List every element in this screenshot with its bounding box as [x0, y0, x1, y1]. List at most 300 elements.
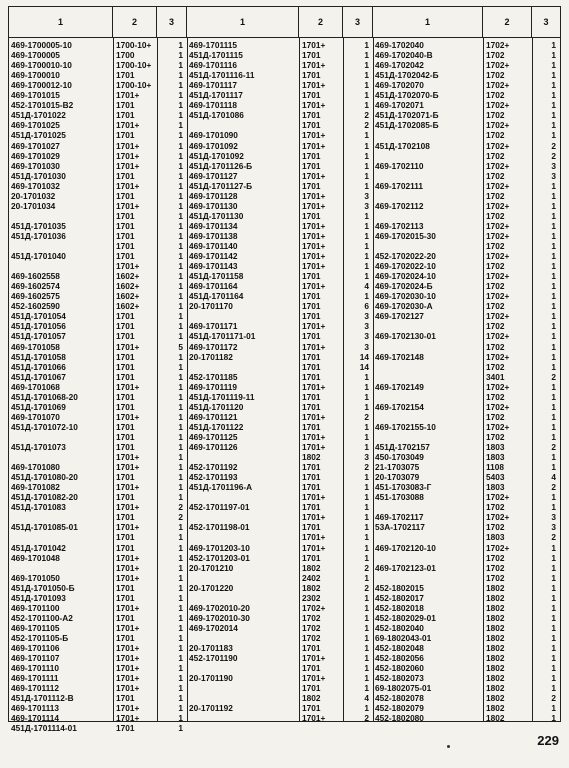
table-row [9, 311, 187, 321]
table-row [373, 130, 560, 140]
table-row [187, 342, 373, 352]
group-number: 1702 [486, 522, 505, 533]
group-number: 1701 [116, 391, 135, 402]
group-number: 1802 [486, 663, 505, 674]
table-row [9, 50, 187, 60]
part-number: 451Д-1702042-Б [375, 70, 439, 81]
table-row [9, 120, 187, 130]
quantity: 1 [178, 411, 183, 422]
part-number: 469-1702071 [375, 100, 424, 111]
quantity: 3 [364, 321, 369, 332]
part-number: 469-1701116 [189, 60, 237, 71]
table-row [187, 171, 373, 181]
quantity: 1 [551, 592, 556, 603]
group-number: 1803 [486, 482, 505, 493]
group-number: 1701 [302, 663, 321, 674]
group-number: 1701 [116, 230, 135, 241]
quantity: 1 [551, 632, 556, 643]
table-row [373, 90, 560, 100]
quantity: 1 [551, 130, 556, 141]
table-row [187, 412, 373, 422]
group-number: 1701+ [116, 261, 140, 272]
quantity: 2 [551, 482, 556, 493]
table-column-block-2 [187, 40, 373, 724]
group-number: 1702 [486, 190, 505, 201]
table-row [187, 80, 373, 90]
table-row [9, 623, 187, 633]
table-row [373, 482, 560, 492]
group-number: 1701+ [116, 140, 140, 151]
quantity: 1 [178, 271, 183, 282]
group-number: 1802 [302, 582, 321, 593]
quantity: 1 [178, 150, 183, 161]
table-row [187, 331, 373, 341]
table-row [373, 613, 560, 623]
group-number: 1701+ [116, 703, 140, 714]
group-number: 2302 [302, 592, 321, 603]
part-number: 451Д-1701030 [11, 170, 66, 181]
part-number: 469-1701111 [11, 673, 59, 684]
quantity: 1 [364, 381, 369, 392]
quantity: 1 [551, 683, 556, 694]
table-row [9, 633, 187, 643]
quantity: 1 [551, 100, 556, 111]
part-number: 451Д-1701115 [189, 50, 243, 61]
part-number: 451Д-1701082-20 [11, 492, 78, 503]
quantity: 1 [364, 371, 369, 382]
group-number: 1701 [116, 371, 135, 382]
part-number: 20-1701034 [11, 200, 56, 211]
group-number: 1702+ [486, 271, 510, 282]
quantity: 1 [178, 50, 183, 61]
quantity: 1 [364, 663, 369, 674]
quantity: 1 [551, 552, 556, 563]
part-number: 469-1702070 [375, 80, 424, 91]
quantity: 1 [551, 421, 556, 432]
table-row [9, 281, 187, 291]
part-number: 469-1701015 [11, 90, 60, 101]
table-row [373, 502, 560, 512]
quantity: 1 [178, 452, 183, 463]
quantity: 1 [364, 431, 369, 442]
quantity: 1 [178, 693, 183, 704]
table-row [373, 442, 560, 452]
group-number: 1802 [486, 703, 505, 714]
quantity: 1 [364, 532, 369, 543]
quantity: 1 [364, 502, 369, 513]
group-number: 1701 [116, 311, 135, 322]
table-row [187, 603, 373, 613]
group-number: 1701+ [302, 220, 326, 231]
group-number: 1701 [302, 90, 321, 101]
group-number: 1702 [486, 391, 505, 402]
table-row [187, 563, 373, 573]
part-number: 469-1701058 [11, 341, 60, 352]
part-number: 469-1701119 [189, 381, 237, 392]
table-header [9, 7, 560, 38]
table-row [187, 502, 373, 512]
part-number: 469-1701082 [11, 482, 60, 493]
part-number: 451Д-1701050-Б [11, 582, 75, 593]
quantity: 1 [178, 612, 183, 623]
quantity: 3 [364, 341, 369, 352]
group-number: 1701+ [116, 381, 140, 392]
table-row [373, 352, 560, 362]
quantity: 1 [178, 703, 183, 714]
quantity: 1 [551, 50, 556, 61]
table-row [187, 70, 373, 80]
group-number: 1701 [116, 401, 135, 412]
part-number: 469-1700005 [11, 50, 60, 61]
part-number: 469-1702042 [375, 60, 424, 71]
part-number: 53A-1702117 [375, 522, 425, 533]
quantity: 1 [178, 663, 183, 674]
table-row [9, 593, 187, 603]
part-number: 451Д-1701196-A [189, 482, 253, 493]
quantity: 1 [551, 281, 556, 292]
quantity: 1 [178, 683, 183, 694]
group-number: 1602+ [116, 281, 140, 292]
table-row [187, 703, 373, 713]
part-number: 451Д-1701093 [11, 592, 66, 603]
group-number: 1701 [302, 371, 321, 382]
table-row [187, 402, 373, 412]
quantity: 1 [178, 200, 183, 211]
group-number: 1701+ [302, 230, 326, 241]
table-row [187, 462, 373, 472]
group-number: 1701+ [302, 532, 326, 543]
group-number: 1602+ [116, 291, 140, 302]
quantity: 1 [178, 160, 183, 171]
group-number: 1701+ [116, 713, 140, 724]
group-number: 1702+ [486, 180, 510, 191]
group-number: 1701 [116, 351, 135, 362]
table-row [373, 372, 560, 382]
part-number: 469-1701113 [11, 703, 59, 714]
part-number: 451Д-1701119-11 [189, 391, 255, 402]
table-row [373, 492, 560, 502]
quantity: 2 [551, 371, 556, 382]
table-row [187, 472, 373, 482]
table-row [9, 693, 187, 703]
group-number: 1702+ [486, 331, 510, 342]
group-number: 1702 [486, 281, 505, 292]
table-row [373, 321, 560, 331]
quantity: 3 [551, 160, 556, 171]
table-row [9, 321, 187, 331]
table-row [187, 432, 373, 442]
table-row [9, 352, 187, 362]
part-number: 469-1701164 [189, 281, 238, 292]
part-number: 451-1703083-Г [375, 482, 432, 493]
table-row [373, 301, 560, 311]
quantity: 1 [551, 271, 556, 282]
quantity: 1 [364, 40, 369, 50]
quantity: 1 [364, 522, 369, 533]
table-row [9, 181, 187, 191]
quantity: 4 [364, 281, 369, 292]
group-number: 1701 [116, 512, 135, 523]
part-number: 451Д-1701086 [189, 110, 244, 121]
quantity: 1 [364, 653, 369, 664]
group-number: 1701+ [116, 90, 140, 101]
group-number: 1701+ [302, 140, 326, 151]
part-number: 451Д-1701112-B [11, 693, 74, 704]
part-number: 451Д-1701127-Б [189, 180, 253, 191]
table-row [9, 331, 187, 341]
quantity: 1 [178, 572, 183, 583]
group-number: 1701 [302, 70, 321, 81]
group-number: 1701 [302, 391, 321, 402]
quantity: 1 [551, 60, 556, 71]
quantity: 1 [364, 80, 369, 91]
part-number: 469-1701100 [11, 602, 60, 613]
part-number: 469-1701029 [11, 150, 60, 161]
part-number: 469-1602574 [11, 281, 60, 292]
group-number: 1701 [116, 492, 135, 503]
table-row [373, 673, 560, 683]
group-number: 1702+ [486, 60, 510, 71]
group-number: 1701 [116, 110, 135, 121]
group-number: 1701+ [116, 663, 140, 674]
table-row [187, 392, 373, 402]
part-number: 469-1701025 [11, 120, 60, 131]
part-number: 451Д-1701042 [11, 542, 66, 553]
quantity: 1 [178, 301, 183, 312]
part-number: 452-1802017 [375, 592, 424, 603]
group-number: 1702+ [486, 351, 510, 362]
part-number: 69-1802043-01 [375, 632, 432, 643]
quantity: 1 [178, 562, 183, 573]
table-row [187, 130, 373, 140]
group-number: 1802 [486, 632, 505, 643]
group-number: 1701+ [302, 100, 326, 111]
group-number: 1701+ [302, 200, 326, 211]
table-row [187, 613, 373, 623]
group-number: 1701+ [302, 341, 326, 352]
quantity: 1 [551, 582, 556, 593]
quantity: 1 [178, 492, 183, 503]
group-number: 1701+ [116, 562, 140, 573]
table-row [373, 713, 560, 723]
group-number: 1701 [302, 120, 321, 131]
header-col-3-3: 3 [543, 17, 549, 27]
table-row [9, 241, 187, 251]
table-row [9, 422, 187, 432]
group-number: 1701 [116, 431, 135, 442]
quantity: 1 [364, 251, 369, 262]
part-number: 469-1701203-10 [189, 542, 250, 553]
quantity: 1 [178, 180, 183, 191]
part-number: 452-1802060 [375, 663, 424, 674]
group-number: 1803 [486, 452, 505, 463]
part-number: 469-1702040 [375, 40, 424, 50]
part-number: 469-1702112 [375, 200, 424, 211]
group-number: 1701 [116, 251, 135, 262]
group-number: 1701+ [116, 572, 140, 583]
table-row [187, 482, 373, 492]
quantity: 1 [364, 683, 369, 694]
quantity: 1 [364, 60, 369, 71]
table-row [373, 663, 560, 673]
table-row [9, 231, 187, 241]
part-number: 452-1701100-A2 [11, 612, 73, 623]
table-row [373, 181, 560, 191]
group-number: 1702+ [486, 492, 510, 503]
table-row [187, 543, 373, 553]
group-number: 1701 [302, 210, 321, 221]
quantity: 1 [364, 160, 369, 171]
quantity: 1 [551, 572, 556, 583]
quantity: 2 [551, 140, 556, 151]
table-row [373, 432, 560, 442]
group-number: 1701+ [116, 482, 140, 493]
group-number: 3401 [486, 371, 505, 382]
group-number: 1701+ [116, 552, 140, 563]
part-number: 451Д-1701025 [11, 130, 66, 141]
group-number: 1803 [486, 532, 505, 543]
group-number: 1702+ [486, 100, 510, 111]
quantity: 1 [364, 70, 369, 81]
quantity: 1 [178, 80, 183, 91]
table-row [373, 522, 560, 532]
table-row [187, 60, 373, 70]
table-row [373, 462, 560, 472]
group-number: 1702+ [486, 140, 510, 151]
group-number: 1802 [486, 713, 505, 724]
table-row [9, 703, 187, 713]
quantity: 1 [551, 220, 556, 231]
quantity: 1 [364, 643, 369, 653]
group-number: 1602+ [116, 271, 140, 282]
table-row [9, 70, 187, 80]
group-number: 1701 [116, 210, 135, 221]
part-number: 469-1701090 [189, 130, 238, 141]
quantity: 1 [364, 492, 369, 503]
table-row [373, 543, 560, 553]
part-number: 469-1702148 [375, 351, 424, 362]
table-row [9, 492, 187, 502]
group-number: 1701 [116, 331, 135, 342]
quantity: 1 [364, 100, 369, 111]
table-row [373, 100, 560, 110]
group-number: 1702+ [486, 401, 510, 412]
group-number: 1701 [302, 482, 321, 493]
part-number: 469-1701114 [11, 713, 59, 724]
table-row [373, 683, 560, 693]
group-number: 1701 [302, 401, 321, 412]
group-number: 1702 [486, 562, 505, 573]
quantity: 1 [551, 391, 556, 402]
part-number: 451Д-1701122 [189, 421, 244, 432]
quantity: 1 [364, 401, 369, 412]
part-number: 451Д-1701040 [11, 251, 66, 262]
table-row [9, 512, 187, 522]
group-number: 1701 [116, 170, 135, 181]
part-number: 469-1702014 [189, 622, 238, 633]
table-row [373, 211, 560, 221]
part-number: 469-1701134 [189, 220, 238, 231]
part-number: 452-1802079 [375, 703, 424, 714]
part-number: 20-1703079 [375, 472, 420, 483]
group-number: 1701 [302, 472, 321, 483]
group-number: 1701 [116, 582, 135, 593]
group-number: 1702 [302, 632, 321, 643]
part-number: 451Д-1701073 [11, 442, 66, 452]
part-number: 20-1701032 [11, 190, 56, 201]
group-number: 1701 [302, 643, 321, 653]
table-row [9, 663, 187, 673]
group-number: 1802 [486, 592, 505, 603]
part-number: 451Д-1701171-01 [189, 331, 256, 342]
group-number: 1702 [302, 622, 321, 633]
table-row [187, 141, 373, 151]
table-row [187, 693, 373, 703]
part-number: 451Д-1702085-Б [375, 120, 439, 131]
group-number: 1802 [486, 683, 505, 694]
group-number: 1701+ [302, 673, 326, 684]
group-number: 1701 [302, 180, 321, 191]
quantity: 1 [178, 130, 183, 141]
group-number: 1702 [486, 321, 505, 332]
table-row [373, 603, 560, 613]
group-number: 1701+ [302, 492, 326, 503]
table-row [9, 573, 187, 583]
quantity: 2 [551, 442, 556, 452]
quantity: 1 [364, 542, 369, 553]
table-row [9, 110, 187, 120]
part-number: 451Д-1701058 [11, 351, 66, 362]
group-number: 5403 [486, 472, 505, 483]
table-row [373, 221, 560, 231]
quantity: 1 [178, 331, 183, 342]
group-number: 1702+ [486, 421, 510, 432]
quantity: 3 [364, 331, 369, 342]
part-number: 451Д-1701130 [189, 210, 244, 221]
table-row [187, 623, 373, 633]
quantity: 1 [551, 602, 556, 613]
quantity: 1 [551, 331, 556, 342]
part-number: 469-1701115 [189, 40, 237, 50]
group-number: 1702+ [486, 40, 510, 50]
group-number: 1701 [116, 361, 135, 372]
quantity: 1 [178, 381, 183, 392]
group-number: 1701+ [302, 60, 326, 71]
table-row [187, 50, 373, 60]
table-row [9, 713, 187, 723]
table-row [373, 60, 560, 70]
quantity: 1 [364, 703, 369, 714]
table-row [187, 362, 373, 372]
quantity: 2 [178, 502, 183, 513]
group-number: 1700 [116, 50, 135, 61]
header-col-3-2: 2 [483, 7, 532, 37]
table-row [9, 191, 187, 201]
part-number: 469-1702024-Б [375, 281, 433, 292]
group-number: 1701 [302, 703, 321, 714]
table-row [9, 643, 187, 653]
table-row [373, 201, 560, 211]
part-number: 451Д-1702108 [375, 140, 430, 151]
part-number: 469-1701143 [189, 261, 238, 272]
part-number: 20-1701210 [189, 562, 234, 573]
group-number: 1701+ [116, 452, 140, 463]
part-number: 469-1702015-30 [375, 230, 436, 241]
group-number: 1701+ [116, 411, 140, 422]
table-row [9, 683, 187, 693]
quantity: 1 [551, 90, 556, 101]
group-number: 1702 [486, 361, 505, 372]
